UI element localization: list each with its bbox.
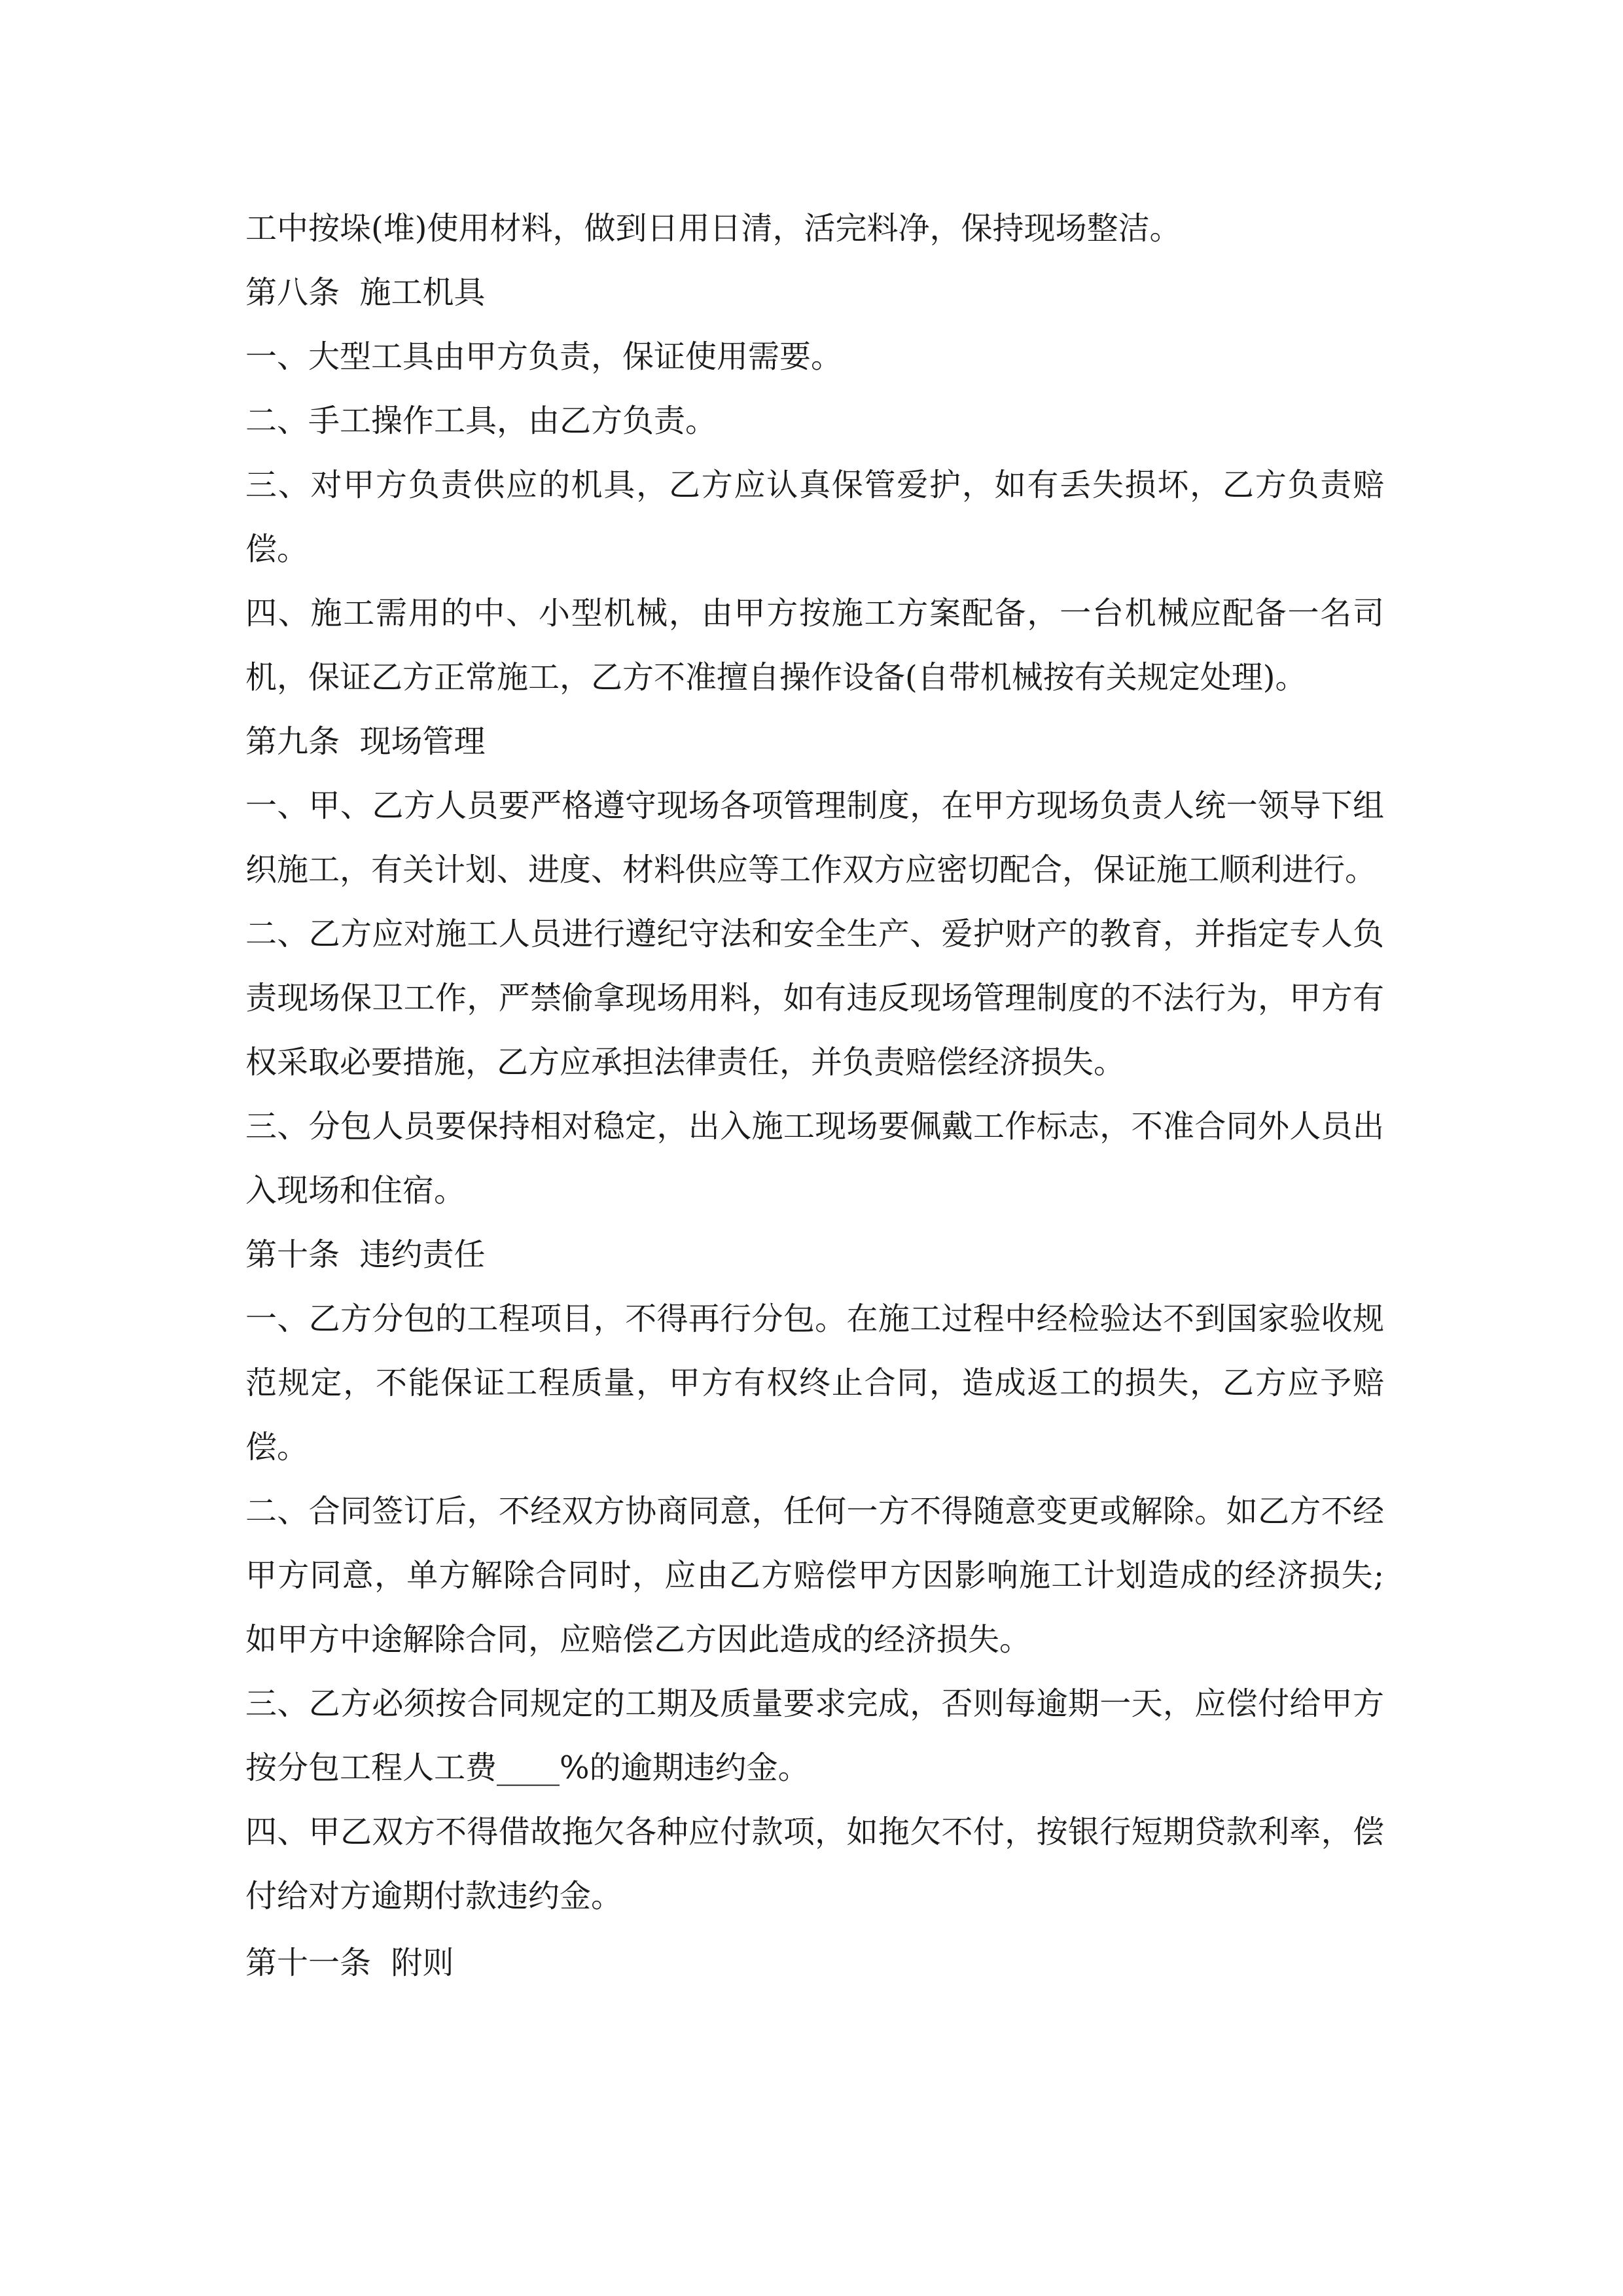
paragraph-10-1: 一、乙方分包的工程项目，不得再行分包。在施工过程中经检验达不到国家验收规范规定，不能保证工程质量，甲方有权终止合同，造成返工的损失，乙方应予赔偿。 bbox=[245, 1300, 1384, 1465]
paragraph-9-1: 一、甲、乙方人员要严格遵守现场各项管理制度，在甲方现场负责人统一领导下组织施工，有关计划、进度、材料供应等工作双方应密切配合，保证施工顺利进行。 bbox=[245, 787, 1384, 888]
paragraph-8-1: 一、大型工具由甲方负责，保证使用需要。 bbox=[245, 338, 843, 375]
section-heading-article-8: 第八条 施工机具 bbox=[245, 274, 486, 311]
section-heading-article-9: 第九条 现场管理 bbox=[245, 723, 486, 760]
paragraph-8-3: 三、对甲方负责供应的机具，乙方应认真保管爱护，如有丢失损坏，乙方负责赔偿。 bbox=[245, 467, 1384, 567]
paragraph-9-2: 二、乙方应对施工人员进行遵纪守法和安全生产、爱护财产的教育，并指定专人负责现场保卫工作，严禁偷拿现场用料，如有违反现场管理制度的不法行为，甲方有权采取必要措施，乙方应承担法律责任，并负责赔偿经济损失。 bbox=[245, 916, 1384, 1081]
paragraph-10-3: 三、乙方必须按合同规定的工期及质量要求完成，否则每逾期一天，应偿付给甲方按分包工程人工费____%的逾期违约金。 bbox=[245, 1685, 1384, 1786]
paragraph-10-4: 四、甲乙双方不得借故拖欠各种应付款项，如拖欠不付，按银行短期贷款利率，偿付给对方逾期付款违约金。 bbox=[245, 1814, 1384, 1914]
document-body bbox=[245, 196, 1384, 1995]
section-heading-article-10: 第十条 违约责任 bbox=[245, 1236, 486, 1273]
paragraph-materials-usage: 工中按垛(堆)使用材料，做到日用日清，活完料净，保持现场整洁。 bbox=[245, 210, 1181, 247]
paragraph-9-3: 三、分包人员要保持相对稳定，出入施工现场要佩戴工作标志，不准合同外人员出入现场和住宿。 bbox=[245, 1108, 1384, 1209]
section-heading-article-11: 第十一条 附则 bbox=[245, 1945, 454, 1981]
paragraph-10-2: 二、合同签订后，不经双方协商同意，任何一方不得随意变更或解除。如乙方不经甲方同意，单方解除合同时，应由乙方赔偿甲方因影响施工计划造成的经济损失;如甲方中途解除合同，应赔偿乙方因此造成的经济损失。 bbox=[245, 1493, 1384, 1658]
paragraph-8-2: 二、手工操作工具，由乙方负责。 bbox=[245, 403, 717, 439]
paragraph-8-4: 四、施工需用的中、小型机械，由甲方按施工方案配备，一台机械应配备一名司机，保证乙方正常施工，乙方不准擅自操作设备(自带机械按有关规定处理)。 bbox=[245, 595, 1384, 696]
